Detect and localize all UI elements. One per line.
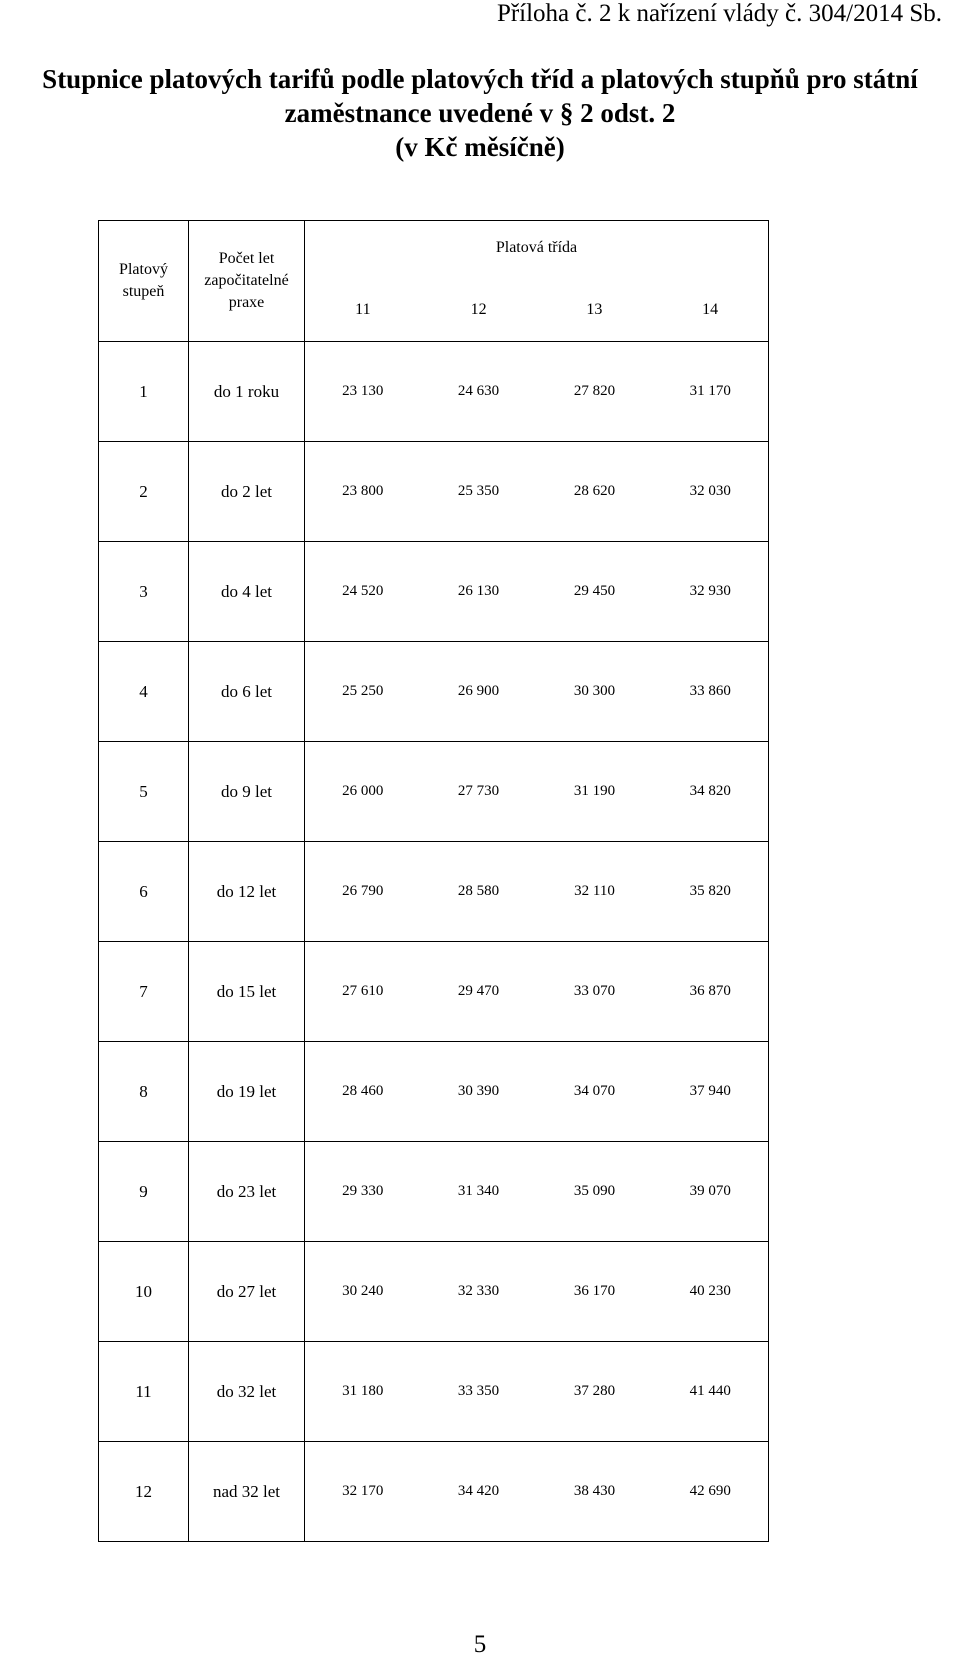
document-title [0, 62, 960, 164]
cell-step: 3 [99, 542, 189, 642]
table-row [99, 442, 769, 542]
page-number: 5 [473, 1631, 487, 1658]
table-row [99, 842, 769, 942]
cell-years: do 2 let [189, 442, 305, 542]
cell-tariff-class-12: 30 390 [421, 1042, 537, 1142]
cell-tariff-class-11: 23 130 [305, 342, 421, 442]
cell-tariff-class-13: 27 820 [537, 342, 653, 442]
cell-tariff-class-13: 29 450 [537, 542, 653, 642]
cell-tariff-class-12: 34 420 [421, 1442, 537, 1542]
cell-step: 4 [99, 642, 189, 742]
cell-tariff-class-12: 31 340 [421, 1142, 537, 1242]
cell-tariff-class-13: 38 430 [537, 1442, 653, 1542]
header-class-title: Platová třída [495, 239, 578, 256]
cell-years: do 32 let [189, 1342, 305, 1442]
table-header-row [99, 221, 769, 342]
cell-step: 9 [99, 1142, 189, 1242]
header-step: Platový stupeň [99, 221, 189, 342]
cell-years: do 12 let [189, 842, 305, 942]
table-row [99, 1242, 769, 1342]
cell-tariff-class-13: 36 170 [537, 1242, 653, 1342]
table-row [99, 1342, 769, 1442]
header-class-11: 11 [355, 301, 371, 318]
annex-reference: Příloha č. 2 k nařízení vlády č. 304/2014 Sb. [496, 0, 942, 27]
cell-tariff-class-11: 25 250 [305, 642, 421, 742]
cell-years: do 6 let [189, 642, 305, 742]
cell-tariff-class-11: 29 330 [305, 1142, 421, 1242]
cell-tariff-class-11: 23 800 [305, 442, 421, 542]
cell-tariff-class-12: 26 130 [421, 542, 537, 642]
cell-step: 2 [99, 442, 189, 542]
cell-tariff-class-12: 27 730 [421, 742, 537, 842]
header-class-13: 13 [586, 301, 603, 318]
cell-tariff-class-11: 28 460 [305, 1042, 421, 1142]
table-row [99, 742, 769, 842]
cell-tariff-class-14: 32 030 [653, 442, 769, 542]
cell-tariff-class-11: 30 240 [305, 1242, 421, 1342]
header-class-12: 12 [470, 301, 487, 318]
cell-years: do 1 roku [189, 342, 305, 442]
cell-tariff-class-12: 32 330 [421, 1242, 537, 1342]
table-row [99, 642, 769, 742]
cell-years: do 19 let [189, 1042, 305, 1142]
cell-tariff-class-12: 24 630 [421, 342, 537, 442]
cell-years: do 27 let [189, 1242, 305, 1342]
cell-tariff-class-13: 33 070 [537, 942, 653, 1042]
table-row [99, 942, 769, 1042]
cell-tariff-class-14: 37 940 [653, 1042, 769, 1142]
cell-tariff-class-14: 36 870 [653, 942, 769, 1042]
cell-step: 5 [99, 742, 189, 842]
cell-step: 6 [99, 842, 189, 942]
cell-tariff-class-14: 39 070 [653, 1142, 769, 1242]
cell-tariff-class-13: 37 280 [537, 1342, 653, 1442]
cell-tariff-class-14: 32 930 [653, 542, 769, 642]
cell-tariff-class-11: 24 520 [305, 542, 421, 642]
cell-tariff-class-13: 30 300 [537, 642, 653, 742]
title-line-3: (v Kč měsíčně) [395, 132, 565, 162]
cell-tariff-class-14: 33 860 [653, 642, 769, 742]
cell-tariff-class-12: 28 580 [421, 842, 537, 942]
title-line-1: Stupnice platových tarifů podle platových tříd a platových stupňů pro státní [42, 64, 918, 94]
table-row [99, 342, 769, 442]
cell-tariff-class-13: 28 620 [537, 442, 653, 542]
table-row [99, 1442, 769, 1542]
cell-tariff-class-11: 31 180 [305, 1342, 421, 1442]
cell-tariff-class-14: 31 170 [653, 342, 769, 442]
header-class-numbers [305, 299, 768, 321]
cell-step: 7 [99, 942, 189, 1042]
cell-tariff-class-13: 34 070 [537, 1042, 653, 1142]
header-class-14: 14 [702, 301, 719, 318]
cell-step: 12 [99, 1442, 189, 1542]
cell-tariff-class-11: 26 000 [305, 742, 421, 842]
cell-tariff-class-14: 34 820 [653, 742, 769, 842]
cell-tariff-class-14: 40 230 [653, 1242, 769, 1342]
cell-tariff-class-13: 35 090 [537, 1142, 653, 1242]
cell-tariff-class-13: 31 190 [537, 742, 653, 842]
cell-tariff-class-12: 33 350 [421, 1342, 537, 1442]
cell-step: 10 [99, 1242, 189, 1342]
cell-step: 1 [99, 342, 189, 442]
table-row [99, 1142, 769, 1242]
table-body [99, 342, 769, 1542]
header-class-group [305, 221, 769, 342]
cell-years: do 9 let [189, 742, 305, 842]
cell-tariff-class-14: 35 820 [653, 842, 769, 942]
cell-tariff-class-12: 29 470 [421, 942, 537, 1042]
title-line-2: zaměstnance uvedené v § 2 odst. 2 [284, 98, 676, 128]
table-row [99, 1042, 769, 1142]
salary-tariff-table [98, 220, 769, 1542]
cell-tariff-class-14: 41 440 [653, 1342, 769, 1442]
cell-tariff-class-14: 42 690 [653, 1442, 769, 1542]
cell-years: do 4 let [189, 542, 305, 642]
cell-step: 11 [99, 1342, 189, 1442]
table-row [99, 542, 769, 642]
cell-tariff-class-12: 25 350 [421, 442, 537, 542]
cell-tariff-class-13: 32 110 [537, 842, 653, 942]
header-years: Počet let započitatelné praxe [189, 221, 305, 342]
cell-years: do 15 let [189, 942, 305, 1042]
cell-tariff-class-11: 27 610 [305, 942, 421, 1042]
cell-step: 8 [99, 1042, 189, 1142]
cell-years: nad 32 let [189, 1442, 305, 1542]
cell-tariff-class-12: 26 900 [421, 642, 537, 742]
cell-tariff-class-11: 32 170 [305, 1442, 421, 1542]
cell-tariff-class-11: 26 790 [305, 842, 421, 942]
cell-years: do 23 let [189, 1142, 305, 1242]
